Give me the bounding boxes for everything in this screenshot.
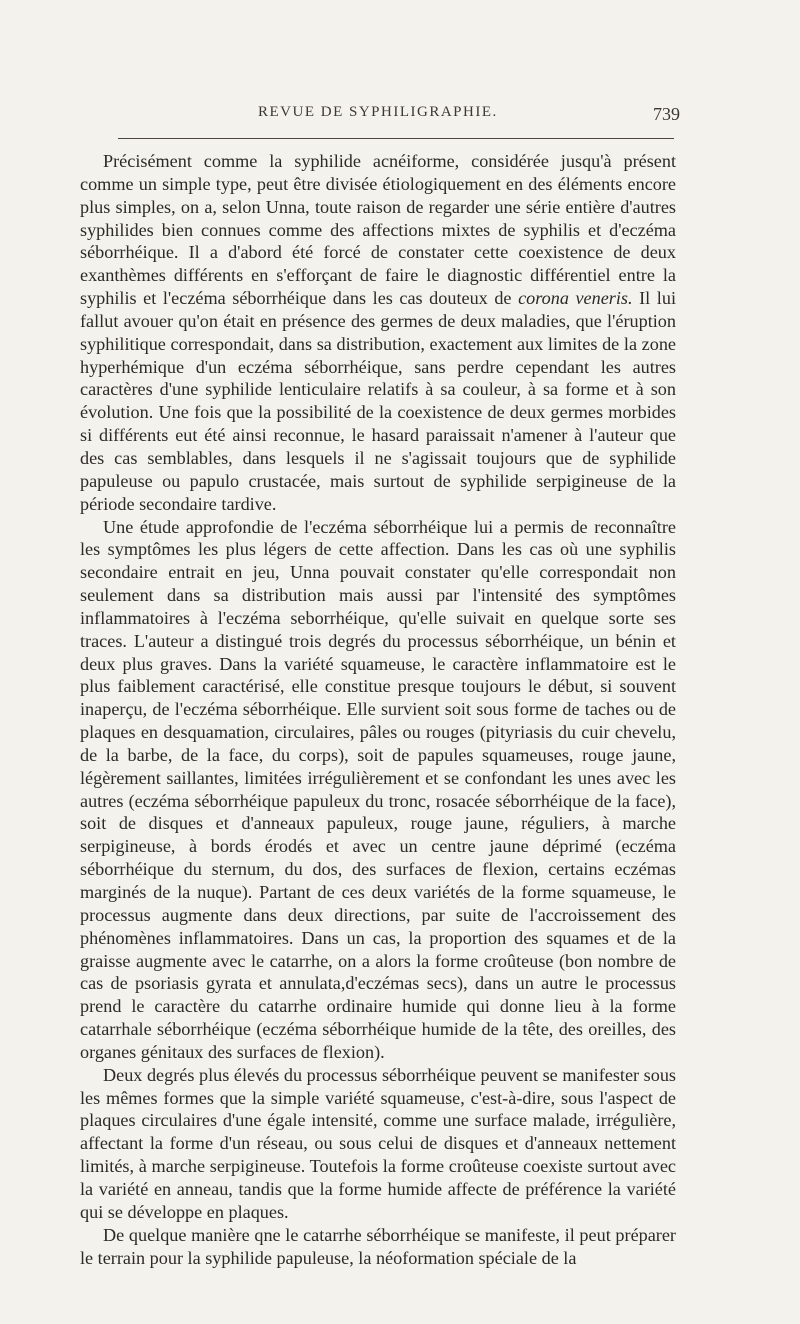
paragraph-1-italic-term: corona veneris.: [518, 288, 633, 309]
article-body: [80, 150, 676, 1269]
paragraph-3: Deux degrés plus élevés du processus séborrhéique peuvent se manifester sous les mêmes formes que la simple variété squameuse, c'est-à-dire, sous l'aspect de plaques circulaires d'une égale intensité, comme une surface malade, irrégulière, affectant la forme d'un réseau, ou sous celui de disques et d'anneaux nettement limités, à marche serpigineuse. Toutefois la forme croûteuse coexiste surtout avec la variété en anneau, tandis que la forme humide affecte de préférence la variété qui se développe en plaques.: [80, 1064, 676, 1222]
paragraph-1: [80, 150, 676, 516]
header-rule: [118, 138, 674, 139]
running-title: REVUE DE SYPHILIGRAPHIE.: [258, 104, 498, 120]
paragraph-1-text-start: Précisément comme la syphilide acnéiforme, considérée jusqu'à présent comme un simple type, peut être divisée étiologiquement en des éléments encore plus simples, on a, selon Unna, toute raison de regarder une série entière d'autres syphilides bien connues comme des affections mixtes de syphilis et d'eczéma séborrhéique. Il a d'abord été forcé de constater cette coexistence de deux exanthèmes différents en s'efforçant de faire le diagnostic différentiel entre la syphilis et l'eczéma séborrhéique dans les cas douteux de: [80, 151, 676, 309]
paragraph-1-text-end: Il lui fallut avouer qu'on était en présence des germes de deux maladies, que l'éruption syphilitique correspondait, dans sa distribution, exactement aux limites de la zone hyperhémique d'un eczéma séborrhéique, sans perdre cependant les autres caractères d'une syphilide lenticulaire relatifs à sa couleur, à sa forme et à son évolution. Une fois que la possibilité de la coexistence de deux germes morbides si différents eut été ainsi reconnue, le hasard paraissait n'amener à l'auteur que des cas semblables, dans lesquels il ne s'agissait toujours que de syphilide papuleuse ou papulo crustacée, mais surtout de syphilide serpigineuse de la période secondaire tardive.: [80, 288, 676, 514]
paragraph-4: De quelque manière qne le catarrhe séborrhéique se manifeste, il peut préparer le terrain pour la syphilide papuleuse, la néoformation spéciale de la: [80, 1224, 676, 1268]
running-header: [258, 104, 680, 128]
paragraph-2: Une étude approfondie de l'eczéma séborrhéique lui a permis de reconnaître les symptômes les plus légers de cette affection. Dans les cas où une syphilis secondaire entrait en jeu, Unna pouvait constater qu'elle correspondait non seulement dans sa distribution mais aussi par l'intensité des symptômes inflammatoires à l'eczéma seborrhéique, qu'elle suivait en quelque sorte ses traces. L'auteur a distingué trois degrés du processus séborrhéique, un bénin et deux plus graves. Dans la variété squameuse, le caractère inflammatoire est le plus faiblement caractérisé, elle constitue presque toujours le début, si souvent inaperçu, de l'eczéma séborrhéique. Elle survient soit sous forme de taches ou de plaques en desquamation, circulaires, pâles ou rouges (pityriasis du cuir chevelu, de la barbe, de la face, du corps), soit de papules squameuses, rouge jaune, légèrement saillantes, limitées irrégulièrement et se confondant les unes avec les autres (eczéma séborrhéique papuleux du tronc, rosacée séborrhéique de la face), soit de disques et d'anneaux papuleux, rouge jaune, réguliers, à marche serpigineuse, à bords érodés et avec un centre jaune déprimé (eczéma séborrhéique du sternum, du dos, des surfaces de flexion, certains eczémas marginés de la nuque). Partant de ces deux variétés de la forme squameuse, le processus augmente dans deux directions, par suite de l'accroissement des phénomènes inflammatoires. Dans un cas, la proportion des squames et de la graisse augmente avec le catarrhe, on a alors la forme croûteuse (bon nombre de cas de psoriasis gyrata et annulata,d'eczémas secs), dans un autre le processus prend le caractère du catarrhe ordinaire humide qui donne lieu à la forme catarrhale séborrhéique (eczéma séborrhéique humide de la tête, des oreilles, des organes génitaux des surfaces de flexion).: [80, 516, 676, 1062]
page-number: 739: [653, 104, 680, 124]
